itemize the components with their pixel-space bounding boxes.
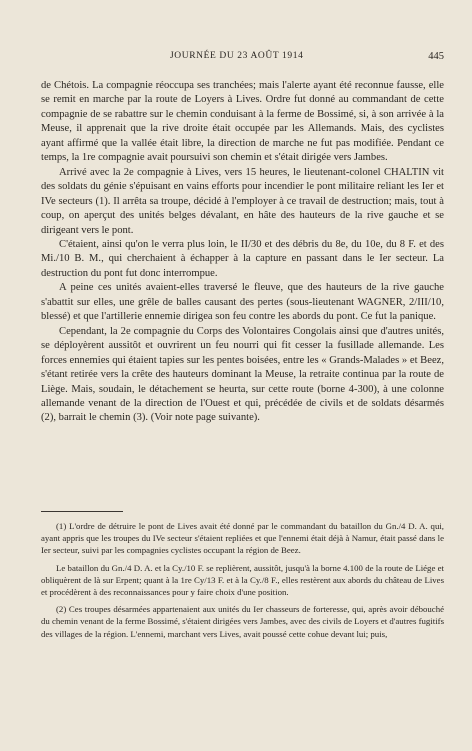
footnote: (1) L'ordre de détruire le pont de Lives avait été donné par le commandant du bataillon du Gn./4 D. A. qui, ayant appris que les troupes du IVe secteur s'étaient repliées et que l'ennemi était déjà à Namur, était passé dans le Ier secteur, suivi par les compagnies cyclistes occupant la région de Beez. xyxy=(41,521,444,556)
paragraph: de Chétois. La compagnie réoccupa ses tranchées; mais l'alerte ayant été reconnue fausse, elle se remit en marche par la route de Loyers à Lives. Ordre fut donné au commandant de cette compagnie de se rabattre sur le chemin conduisant à la ferme de Bossimé, si, à son arrivée à la Meuse, il apprenait que la rive droite était occupée par les Allemands. Mais, des cyclistes ayant affirmé que la vallée était libre, la direction de marche ne fut pas modifiée. Pendant ce temps, la 1re compagnie avait poursuivi son chemin et s'était dirigée vers Jambes. xyxy=(41,80,444,164)
running-head: JOURNÉE DU 23 AOÛT 1914 xyxy=(170,51,304,61)
page-header xyxy=(0,51,472,65)
paragraph: C'étaient, ainsi qu'on le verra plus loin, le II/30 et des débris du 8e, du 10e, du 8 F. et des Mi./10 B. M., qui cherchaient à échapper à la capture en passant dans le Ier secteur. La destruction du pont fut donc interrompue. xyxy=(41,238,444,279)
footnote: Le bataillon du Gn./4 D. A. et la Cy./10 F. se replièrent, aussitôt, jusqu'à la borne 4.100 de la route de Liége et obliquèrent de là sur Erpent; quant à la 1re Cy/13 F. et à la Cy./8 F., elles restèrent aux abords du château de Lives et procédèrent à des reconnaissances pour y faire choix d'une position. xyxy=(41,562,444,598)
footnote: (2) Ces troupes désarmées appartenaient aux unités du Ier chasseurs de forteresse, qui, après avoir débouché du chemin venant de la ferme Bossimé, s'étaient dirigées vers Jambes, avec des civils de Loyers et d'autres fugitifs des villages de la région. L'ennemi, marchant vers Lives, avait poussé cette cohue devant lui; puis, xyxy=(41,604,444,639)
page-number: 445 xyxy=(428,51,444,62)
footnote-divider xyxy=(41,511,123,512)
paragraph: Arrivé avec la 2e compagnie à Lives, vers 15 heures, le lieutenant-colonel CHALTIN vit des soldats du génie s'épuisant en vains efforts pour incendier le pont militaire reliant les Ier et IVe secteurs (1). Il arrêta sa troupe, décidé à l'employer à ce travail de destruction; mais, tout à coup, on aperçut des unités belges dévalant, en hâte des hauteurs de la rive gauche et se dirigeant vers le pont. xyxy=(41,166,444,236)
footnotes xyxy=(41,520,444,640)
main-text xyxy=(41,79,444,426)
paragraph: A peine ces unités avaient-elles traversé le fleuve, que des hauteurs de la rive gauche s'abattit sur elles, une grêle de balles causant des pertes (sous-lieutenant WAGNER, 2/III/10, blessé) et que l'artillerie ennemie dirigea son feu contre les abords du pont. Ce fut la panique. xyxy=(41,282,444,323)
paragraph: Cependant, la 2e compagnie du Corps des Volontaires Congolais ainsi que d'autres unités, se déployèrent aussitôt et ouvrirent un feu nourri qui fit cesser la fusillade allemande. Les forces ennemies qui étaient tapies sur les pentes boisées, entre les « Grands-Malades » et Beez, s'étant retirée vers la crête des hauteurs dominant la Meuse, la retraite continua par la route de Liège. Mais, soudain, le détachement se heurta, sur cette route (borne 4-300), à une colonne allemande venant de la direction de l'Ouest et qui, précédée de civils et de soldats désarmés (2), barrait le chemin (3). (Voir note page suivante). xyxy=(41,325,444,424)
